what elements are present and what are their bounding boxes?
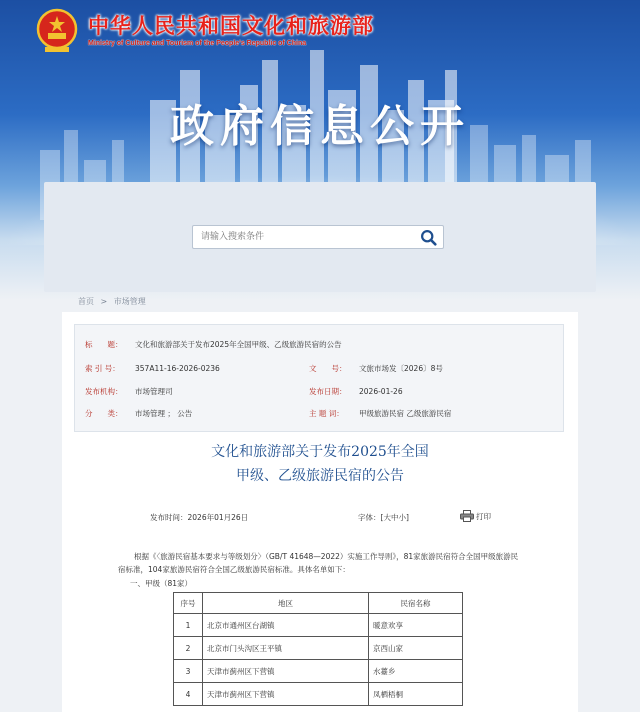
meta-issuer-label: 发布机构： (85, 387, 123, 396)
table-cell-name: 京西山家 (369, 637, 463, 660)
section-heading-grade-a: 一、甲级（81家） (130, 579, 193, 588)
table-cell-area: 北京市通州区台湖镇 (203, 614, 369, 637)
document-meta-panel (74, 324, 564, 432)
table-cell-no: 2 (174, 637, 203, 660)
search-input[interactable] (193, 226, 413, 248)
ministry-name-cn: 中华人民共和国文化和旅游部 (88, 14, 374, 38)
document-title (62, 440, 578, 488)
meta-category-value: 市场管理 ； 公告 (135, 409, 193, 418)
meta-topic-value: 甲级旅游民宿 乙级旅游民宿 (359, 409, 452, 418)
table-cell-name: 水薹乡 (369, 660, 463, 683)
breadcrumb (78, 296, 150, 307)
meta-date-value: 2026-01-26 (359, 387, 403, 396)
print-button[interactable] (460, 510, 491, 522)
search-box (192, 225, 444, 249)
publish-time: 发布时间：2026年01月26日 (150, 513, 249, 522)
search-icon[interactable] (420, 229, 437, 246)
breadcrumb-separator: > (100, 297, 108, 306)
meta-row-issuer (75, 386, 563, 398)
meta-docno-value: 文旅市场发〔2026〕8号 (359, 364, 443, 373)
table-cell-no: 3 (174, 660, 203, 683)
printer-icon (460, 510, 474, 522)
document-body-paragraph: 根据《〈旅游民宿基本要求与等级划分〉（GB/T 41648—2022）实施工作导则》，81家旅游民宿符合全国甲级旅游民宿标准，104家旅游民宿符合全国乙级旅游民宿标准。具体名单如下： (118, 552, 519, 574)
document-info-bar (62, 510, 578, 524)
meta-index-label: 索 引 号： (85, 364, 120, 373)
meta-row-title (75, 339, 563, 351)
table-cell-area: 天津市蓟州区下营镇 (203, 660, 369, 683)
table-cell-no: 4 (174, 683, 203, 706)
font-size-large[interactable]: 大 (383, 513, 391, 522)
table-header-no: 序号 (174, 593, 203, 614)
meta-date-label: 发布日期： (309, 387, 347, 396)
font-size-switcher (358, 512, 409, 523)
meta-index-value: 357A11-16-2026-0236 (135, 364, 220, 373)
table-cell-area: 天津市蓟州区下营镇 (203, 683, 369, 706)
breadcrumb-market[interactable]: 市场管理 (113, 297, 146, 306)
national-emblem-icon (36, 8, 78, 54)
homestay-table (173, 592, 463, 706)
meta-row-category (75, 408, 563, 420)
meta-issuer-value: 市场管理司 (135, 387, 173, 396)
table-header-area: 地区 (203, 593, 369, 614)
meta-row-index (75, 363, 563, 375)
ministry-name-en: Ministry of Culture and Tourism of the People's Republic of China (88, 40, 307, 47)
table-cell-name: 暖意欢享 (369, 614, 463, 637)
font-size-close: ] (405, 513, 409, 522)
table-row (174, 660, 463, 683)
table-cell-name: 凤栖梧桐 (369, 683, 463, 706)
meta-category-label: 分 类： (85, 409, 123, 418)
table-cell-no: 1 (174, 614, 203, 637)
content-card (62, 312, 578, 712)
table-header-row (174, 593, 463, 614)
hero-title: 政府信息公开 (170, 101, 470, 152)
meta-docno-label: 文 号： (309, 364, 347, 373)
meta-title-label: 标 题： (85, 340, 123, 349)
table-row (174, 614, 463, 637)
table-row (174, 683, 463, 706)
font-size-medium[interactable]: 中 (390, 513, 399, 522)
search-panel (44, 182, 596, 292)
table-cell-area: 北京市门头沟区王平镇 (203, 637, 369, 660)
print-label: 打印 (476, 511, 491, 521)
meta-topic-label: 主 题 词： (309, 409, 344, 418)
meta-title-value: 文化和旅游部关于发布2025年全国甲级、乙级旅游民宿的公告 (135, 340, 342, 349)
font-size-label: 字体：[ (358, 513, 384, 522)
document-title-line1: 文化和旅游部关于发布2025年全国 (211, 444, 429, 460)
document-title-line2: 甲级、乙级旅游民宿的公告 (236, 468, 404, 484)
breadcrumb-home[interactable]: 首页 (78, 297, 94, 306)
table-row (174, 637, 463, 660)
font-size-small[interactable]: 小 (398, 513, 406, 522)
table-header-name: 民宿名称 (369, 593, 463, 614)
